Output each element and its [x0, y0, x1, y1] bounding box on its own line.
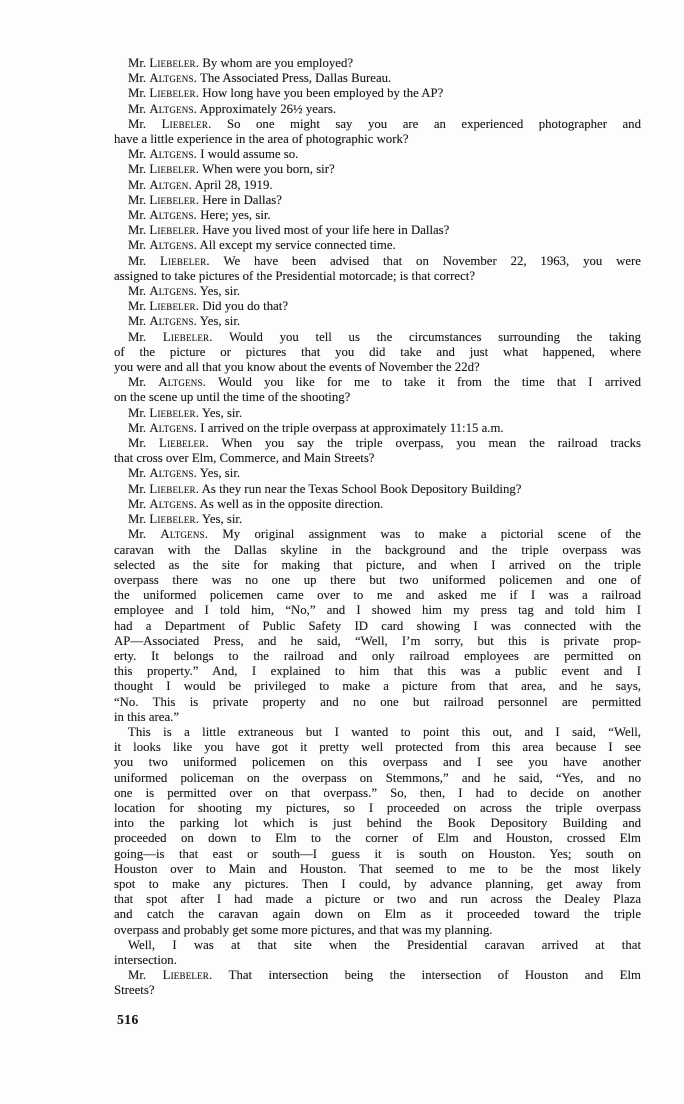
speaker-surname: Altgens. [160, 527, 209, 542]
speaker-surname: Liebeler. [162, 329, 213, 344]
text-line: that cross over Elm, Commerce, and Main Streets? [114, 451, 375, 466]
text-line: Mr. Altgens. Yes, sir. [128, 284, 241, 299]
text-line: overpass and probably get some more pictures, and that was my planning. [114, 922, 493, 937]
speaker-name [128, 254, 210, 268]
speaker-surname: Liebeler. [149, 223, 200, 238]
text-line: you were and all that you know about the events of November the 22d? [114, 360, 480, 375]
speaker-name [128, 968, 212, 982]
text-line: Mr. Altgens. The Associated Press, Dallas Bureau. [128, 71, 392, 86]
speaker-name [128, 512, 199, 526]
speaker-name [128, 208, 197, 222]
text-line: and catch the caravan again down on Elm as it proceeded toward the triple [114, 907, 641, 922]
speaker-name [128, 299, 199, 313]
speaker-name [128, 117, 211, 131]
speaker-title: Mr. [128, 314, 150, 329]
speaker-title: Mr. [128, 147, 150, 162]
speaker-name [128, 178, 192, 192]
speaker-title: Mr. [128, 284, 150, 299]
text-line: Mr. Liebeler. By whom are you employed? [128, 56, 354, 70]
speaker-title: Mr. [128, 405, 150, 420]
text-line: have a little experience in the area of photographic work? [114, 132, 409, 147]
text-line: selected as the site for making that picture, and when I arrived on the triple [114, 557, 641, 572]
speaker-surname: Altgens. [149, 420, 198, 435]
speaker-title: Mr. [128, 162, 150, 177]
text-line: “No. This is private property and no one but railroad personnel are permitted [114, 694, 641, 709]
text-line: proceeded on down to Elm to the corner of Elm and Houston, crossed Elm [114, 831, 641, 846]
speaker-surname: Altgens. [149, 208, 198, 223]
speaker-surname: Altgens. [149, 314, 198, 329]
speaker-title: Mr. [128, 299, 150, 314]
speaker-surname: Liebeler. [161, 116, 212, 131]
speaker-name [128, 497, 197, 511]
speaker-name [128, 86, 199, 100]
speaker-surname: Liebeler. [149, 299, 200, 314]
text-line: of the picture or pictures that you did take and just what happened, where [114, 344, 641, 359]
text-line: had a Department of Public Safety ID card showing I was connected with the [114, 618, 641, 633]
speaker-name [128, 375, 206, 389]
speaker-title: Mr. [128, 86, 150, 101]
speaker-title: Mr. [128, 968, 163, 983]
text-line: one is permitted over on that overpass.” So, then, I had to decide on another [114, 785, 641, 800]
text-line: erty. It belongs to the railroad and only railroad employees are permitted on [114, 648, 641, 663]
speaker-title: Mr. [128, 208, 150, 223]
speaker-name [128, 314, 197, 328]
text-line: Mr. Liebeler. We have been advised that on November 22, 1963, you were [128, 253, 641, 268]
speaker-name [128, 102, 197, 116]
speaker-title: Mr. [128, 56, 150, 70]
text-line: location for shooting my pictures, so I proceeded on across the triple overpass [114, 800, 641, 815]
text-line: uniformed policeman on the overpass on Stemmons,” and he said, “Yes, and no [114, 770, 641, 785]
text-line: This is a little extraneous but I wanted to point this out, and I said, “Well, [128, 724, 641, 739]
speaker-surname: Liebeler. [149, 512, 200, 527]
text-line: employee and I told him, “No,” and I showed him my press tag and told him I [114, 603, 641, 618]
speaker-title: Mr. [128, 101, 150, 116]
speaker-surname: Liebeler. [149, 192, 200, 207]
speaker-surname: Altgens. [149, 147, 198, 162]
speaker-name [128, 56, 199, 70]
text-line: thought I would be privileged to make a picture from that area, and he says, [114, 679, 641, 694]
text-line: caravan with the Dallas skyline in the background and the triple overpass was [114, 542, 641, 557]
text-line: into the parking lot which is just behind the Book Depository Building and [114, 816, 641, 831]
speaker-name [128, 406, 199, 420]
text-line: Mr. Liebeler. Would you tell us the circumstances surrounding the taking [128, 329, 641, 344]
speaker-surname: Liebeler. [149, 481, 200, 496]
text-line: Mr. Liebeler. When were you born, sir? [128, 162, 335, 177]
speaker-name [128, 482, 199, 496]
speaker-title: Mr. [128, 420, 150, 435]
speaker-title: Mr. [128, 375, 159, 390]
text-line: it looks like you have got it pretty well protected from this area because I see [114, 740, 641, 755]
speaker-surname: Altgens. [149, 238, 198, 253]
speaker-name [128, 193, 199, 207]
speaker-title: Mr. [128, 177, 150, 192]
text-line: on the scene up until the time of the shooting? [114, 390, 351, 405]
speaker-name [128, 527, 208, 541]
text-line: this property.” And, I explained to him that this was a public event and I [114, 664, 641, 679]
speaker-surname: Liebeler. [160, 253, 210, 268]
text-line: Mr. Liebeler. Yes, sir. [128, 512, 243, 527]
text-line: Mr. Liebeler. So one might say you are an experienced photographer and [128, 116, 641, 131]
text-line: Mr. Liebeler. As they run near the Texas School Book Depository Building? [128, 481, 522, 496]
speaker-surname: Altgens. [149, 284, 198, 299]
text-line: Mr. Altgens. Here; yes, sir. [128, 208, 271, 223]
speaker-name [128, 466, 197, 480]
speaker-title: Mr. [128, 116, 162, 131]
text-line: in this area.” [114, 709, 180, 724]
text-line: that spot after I had made a picture or two and run across the Dealey Plaza [114, 892, 641, 907]
speaker-title: Mr. [128, 466, 150, 481]
text-line: Mr. Liebeler. Here in Dallas? [128, 192, 282, 207]
text-line: going—is that east or south—I guess it is south on Houston. Yes; south on [114, 846, 641, 861]
text-line: intersection. [114, 952, 177, 967]
speaker-surname: Altgens. [158, 375, 207, 390]
speaker-name [128, 71, 197, 85]
text-line: Well, I was at that site when the Presidential caravan arrived at that [128, 937, 641, 952]
speaker-surname: Altgen. [149, 177, 192, 192]
speaker-name [128, 162, 199, 176]
text-line: Mr. Altgens. I would assume so. [128, 147, 299, 162]
text-line: Mr. Altgens. Yes, sir. [128, 314, 241, 329]
text-line: Mr. Liebeler. Yes, sir. [128, 405, 243, 420]
transcript [114, 56, 641, 999]
speaker-name [128, 436, 209, 450]
text-line: Mr. Altgens. Would you like for me to take it from the time that I arrived [128, 375, 641, 390]
text-line: Mr. Altgens. My original assignment was to make a pictorial scene of the [128, 527, 641, 542]
speaker-title: Mr. [128, 436, 160, 451]
speaker-title: Mr. [128, 253, 160, 268]
speaker-surname: Altgens. [149, 71, 198, 86]
text-line: spot to make any pictures. Then I could, by advance planning, get away from [114, 876, 641, 891]
text-line: Mr. Altgen. April 28, 1919. [128, 177, 273, 192]
speaker-title: Mr. [128, 512, 150, 527]
text-line: the uniformed policemen came over to me and asked me if I was a railroad [114, 588, 641, 603]
speaker-name [128, 421, 197, 435]
speaker-title: Mr. [128, 527, 161, 542]
text-line: you two uniformed policemen on this overpass and I see you have another [114, 755, 641, 770]
speaker-title: Mr. [128, 192, 150, 207]
text-line: Mr. Altgens. I arrived on the triple overpass at approximately 11:15 a.m. [128, 420, 504, 435]
text-line: AP—Associated Press, and he said, “Well, I’m sorry, but this is private prop- [114, 633, 641, 648]
speaker-name [128, 238, 197, 252]
speaker-title: Mr. [128, 481, 150, 496]
speaker-surname: Altgens. [149, 496, 198, 511]
speaker-name [128, 147, 197, 161]
speaker-surname: Liebeler. [149, 162, 200, 177]
speaker-surname: Liebeler. [159, 436, 209, 451]
speaker-title: Mr. [128, 71, 150, 86]
page-number: 516 [117, 1012, 139, 1027]
text-line: Mr. Liebeler. That intersection being the intersection of Houston and Elm [128, 968, 641, 983]
speaker-title: Mr. [128, 238, 150, 253]
text-line: Mr. Altgens. Yes, sir. [128, 466, 241, 481]
speaker-title: Mr. [128, 223, 150, 238]
speaker-name [128, 330, 213, 344]
text-line: Mr. Liebeler. Have you lived most of your life here in Dallas? [128, 223, 450, 238]
text-line: Mr. Altgens. Approximately 26½ years. [128, 101, 337, 116]
speaker-surname: Liebeler. [149, 86, 200, 101]
speaker-surname: Altgens. [149, 101, 198, 116]
speaker-name [128, 223, 199, 237]
speaker-title: Mr. [128, 329, 163, 344]
speaker-title: Mr. [128, 496, 150, 511]
text-line: assigned to take pictures of the Presidential motorcade; is that correct? [114, 268, 476, 283]
text-line: Houston over to Main and Houston. That seemed to me to be the most likely [114, 861, 641, 876]
text-line: overpass there was no one up there but two uniformed policemen and one of [114, 572, 641, 587]
speaker-surname: Liebeler. [162, 968, 213, 983]
text-line: Mr. Liebeler. Did you do that? [128, 299, 289, 314]
speaker-surname: Altgens. [149, 466, 198, 481]
text-line: Mr. Liebeler. How long have you been employed by the AP? [128, 86, 444, 101]
speaker-surname: Liebeler. [149, 56, 200, 70]
speaker-name [128, 284, 197, 298]
text-line: Mr. Liebeler. When you say the triple overpass, you mean the railroad tracks [128, 436, 641, 451]
text-line: Streets? [114, 983, 155, 998]
speaker-surname: Liebeler. [149, 405, 200, 420]
text-line: Mr. Altgens. All except my service connected time. [128, 238, 396, 253]
text-line: Mr. Altgens. As well as in the opposite direction. [128, 496, 384, 511]
